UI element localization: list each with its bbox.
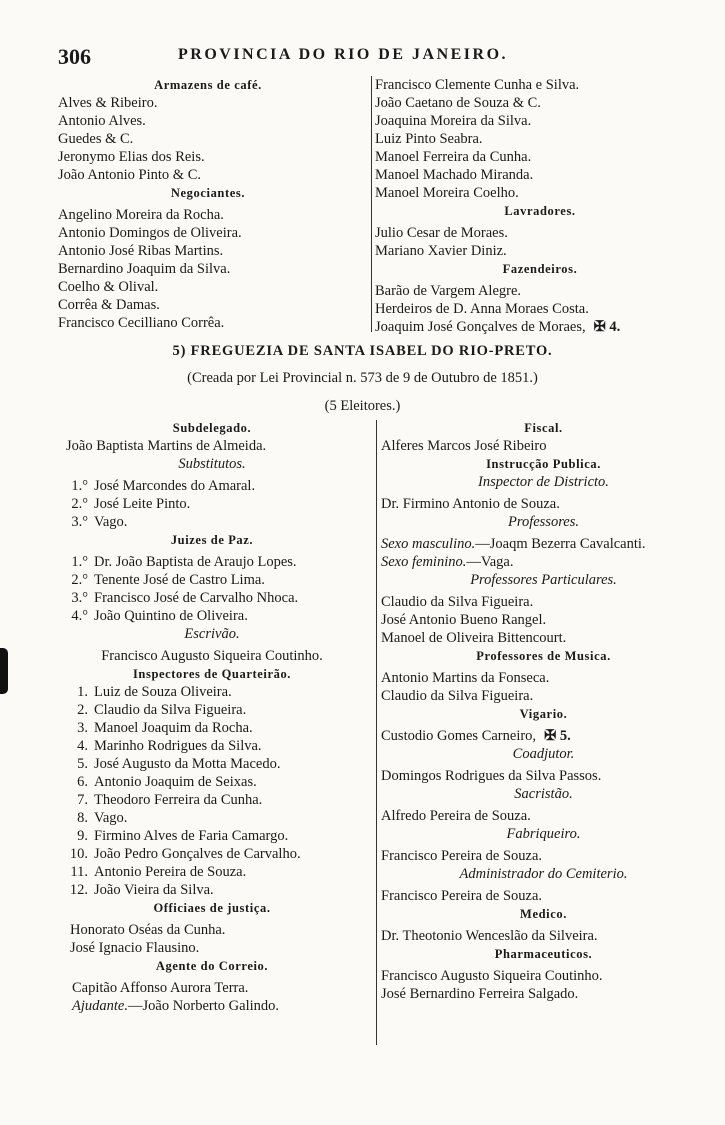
list-item: Julio Cesar de Moraes. (375, 225, 508, 241)
item-number: 2. (77, 702, 88, 718)
list-item: José Antonio Bueno Rangel. (381, 612, 547, 628)
list-item (62, 882, 362, 900)
item-number: 3.° (71, 590, 88, 606)
item-number: 7. (77, 792, 88, 808)
fabriqueiro-heading: Fabriqueiro. (506, 826, 581, 842)
list-item (62, 514, 362, 532)
item-number: 4. (77, 738, 88, 754)
fem-value: —Vaga. (466, 554, 514, 570)
item-number: 6. (77, 774, 88, 790)
upper-left-column (58, 76, 358, 332)
pharmaceuticos-heading: Pharmaceuticos. (494, 947, 593, 961)
list-item (62, 608, 362, 626)
item-name: Antonio Pereira de Souza. (94, 864, 247, 880)
item-name: Theodoro Ferreira da Cunha. (94, 792, 263, 808)
item-number: 3.° (71, 514, 88, 530)
fabriqueiro-name: Francisco Pereira de Souza. (381, 848, 543, 864)
lower-left-column (62, 420, 362, 1016)
list-item (62, 738, 362, 756)
list-item: Barão de Vargem Alegre. (375, 283, 522, 299)
item-number: 3. (77, 720, 88, 736)
cross-mark: ✠ 5. (544, 728, 571, 744)
list-item (62, 684, 362, 702)
item-name: Vago. (94, 810, 128, 826)
list-item: Claudio da Silva Figueira. (381, 594, 534, 610)
item-name: Luiz de Souza Oliveira. (94, 684, 232, 700)
item-name: Antonio Joaquim de Seixas. (94, 774, 257, 790)
list-item (62, 810, 362, 828)
list-item: Claudio da Silva Figueira. (381, 688, 534, 704)
musica-heading: Professores de Musica. (476, 649, 611, 663)
list-item (62, 496, 362, 514)
list-item: José Ignacio Flausino. (70, 940, 200, 956)
officiaes-heading: Officiaes de justiça. (153, 901, 271, 915)
item-name: Tenente José de Castro Lima. (94, 572, 265, 588)
masc-label: Sexo masculino. (381, 536, 476, 552)
professor-masc (381, 536, 706, 554)
list-item (62, 478, 362, 496)
list-item: Mariano Xavier Diniz. (375, 243, 507, 259)
lavradores-heading: Lavradores. (504, 204, 576, 218)
vigario-heading: Vigario. (519, 707, 568, 721)
masc-value: —Joaqm Bezerra Cavalcanti. (475, 536, 646, 552)
list-item: Joaquina Moreira da Silva. (375, 113, 532, 129)
item-number: 2.° (71, 496, 88, 512)
list-item: Coelho & Olival. (58, 279, 159, 295)
list-item (62, 792, 362, 810)
list-item (62, 590, 362, 608)
list-item: Jeronymo Elias dos Reis. (58, 149, 205, 165)
inspector-heading: Inspector de Districto. (478, 474, 609, 490)
inspectores-heading: Inspectores de Quarteirão. (132, 667, 292, 681)
item-number: 11. (70, 864, 88, 880)
list-item: Guedes & C. (58, 131, 134, 147)
escrivao-heading: Escrivão. (184, 626, 240, 642)
administrador-heading: Administrador do Cemiterio. (459, 866, 628, 882)
list-item: Antonio Domingos de Oliveira. (58, 225, 242, 241)
list-item: Manoel de Oliveira Bittencourt. (381, 630, 567, 646)
list-item (62, 554, 362, 572)
list-item: Angelino Moreira da Rocha. (58, 207, 224, 223)
running-head: PROVINCIA DO RIO DE JANEIRO. (178, 46, 509, 63)
inspector-name: Dr. Firmino Antonio de Souza. (381, 496, 560, 512)
list-item: Antonio Alves. (58, 113, 146, 129)
list-item: Manoel Moreira Coelho. (375, 185, 519, 201)
medico-heading: Medico. (520, 907, 567, 921)
list-item: Honorato Oséas da Cunha. (70, 922, 226, 938)
item-name: João Vieira da Silva. (94, 882, 214, 898)
list-item: Antonio Martins da Fonseca. (381, 670, 550, 686)
list-item: Francisco Cecilliano Corrêa. (58, 315, 225, 331)
list-item (62, 702, 362, 720)
list-item (62, 774, 362, 792)
item-number: 2.° (71, 572, 88, 588)
list-item (62, 572, 362, 590)
list-item: Bernardino Joaquim da Silva. (58, 261, 231, 277)
item-number: 9. (77, 828, 88, 844)
correio-agent: Capitão Affonso Aurora Terra. (72, 980, 249, 996)
correio-heading: Agente do Correio. (155, 959, 269, 973)
item-name: Claudio da Silva Figueira. (94, 702, 247, 718)
list-item (62, 828, 362, 846)
coadjutor-name: Domingos Rodrigues da Silva Passos. (381, 768, 602, 784)
ajudante-line (72, 998, 362, 1016)
page-number: 306 (58, 44, 91, 69)
item-name: João Quintino de Oliveira. (94, 608, 248, 624)
armazens-heading: Armazens de café. (154, 78, 262, 92)
particulares-heading: Professores Particulares. (470, 572, 617, 588)
column-rule (376, 420, 377, 1045)
list-item: Antonio José Ribas Martins. (58, 243, 224, 259)
section-creation: (Creada por Lei Provincial n. 573 de 9 de Outubro de 1851.) (187, 370, 538, 386)
substitutos-heading: Substitutos. (178, 456, 246, 472)
list-item: João Antonio Pinto & C. (58, 167, 202, 183)
negociantes-heading: Negociantes. (170, 186, 246, 200)
list-item (62, 720, 362, 738)
column-rule (371, 76, 372, 332)
administrador-name: Francisco Pereira de Souza. (381, 888, 543, 904)
item-number: 12. (69, 882, 88, 898)
fiscal-heading: Fiscal. (524, 421, 563, 435)
item-name: Vago. (94, 514, 128, 530)
item-number: 5. (77, 756, 88, 772)
item-name: Marinho Rodrigues da Silva. (94, 738, 262, 754)
juizes-heading: Juizes de Paz. (170, 533, 254, 547)
item-number: 10. (69, 846, 88, 862)
fiscal-name: Alferes Marcos José Ribeiro (381, 438, 547, 454)
item-name: José Marcondes do Amaral. (94, 478, 256, 494)
cross-mark: ✠ 4. (593, 319, 621, 335)
item-number: 1.° (71, 554, 88, 570)
list-item (62, 846, 362, 864)
item-number: 1. (77, 684, 88, 700)
list-item: João Caetano de Souza & C. (375, 95, 541, 111)
upper-right-column (375, 76, 705, 336)
item-name: José Augusto da Motta Macedo. (94, 756, 281, 772)
item-number: 8. (77, 810, 88, 826)
item-name: Firmino Alves de Faria Camargo. (94, 828, 289, 844)
list-item: Luiz Pinto Seabra. (375, 131, 483, 147)
professores-heading: Professores. (507, 514, 580, 530)
fem-label: Sexo feminino. (381, 554, 467, 570)
instrucao-heading: Instrucção Publica. (486, 457, 601, 471)
vigario-line (381, 728, 706, 746)
list-item (375, 318, 705, 336)
sacristao-heading: Sacristão. (514, 786, 573, 802)
list-item: Francisco Augusto Siqueira Coutinho. (381, 968, 603, 984)
professor-fem (381, 554, 706, 572)
item-number: 1.° (71, 478, 88, 494)
item-name: José Leite Pinto. (94, 496, 191, 512)
item-name: Dr. João Baptista de Araujo Lopes. (94, 554, 297, 570)
fazendeiros-heading: Fazendeiros. (502, 262, 578, 276)
list-item: Corrêa & Damas. (58, 297, 160, 313)
section-electors: (5 Eleitores.) (324, 398, 401, 414)
escrivao-name: Francisco Augusto Siqueira Coutinho. (101, 648, 323, 664)
ajudante-name: —João Norberto Galindo. (127, 998, 279, 1014)
list-item: Manoel Machado Miranda. (375, 167, 534, 183)
list-item: José Bernardino Ferreira Salgado. (381, 986, 579, 1002)
ink-blot (0, 648, 8, 694)
item-number: 4.° (71, 608, 88, 624)
list-item: Manoel Ferreira da Cunha. (375, 149, 532, 165)
list-item-text: Joaquim José Gonçalves de Moraes, (375, 319, 586, 335)
subdelegado-name: João Baptista Martins de Almeida. (66, 438, 267, 454)
list-item: Herdeiros de D. Anna Moraes Costa. (375, 301, 589, 317)
ajudante-label: Ajudante. (72, 998, 128, 1014)
sacristao-name: Alfredo Pereira de Souza. (381, 808, 531, 824)
list-item (62, 864, 362, 882)
lower-right-column (381, 420, 706, 1004)
item-name: João Pedro Gonçalves de Carvalho. (94, 846, 301, 862)
medico-name: Dr. Theotonio Wenceslão da Silveira. (381, 928, 598, 944)
section-title: 5) FREGUEZIA DE SANTA ISABEL DO RIO-PRETO. (172, 343, 553, 359)
list-item: Alves & Ribeiro. (58, 95, 158, 111)
coadjutor-heading: Coadjutor. (512, 746, 575, 762)
item-name: Francisco José de Carvalho Nhoca. (94, 590, 299, 606)
vigario-name: Custodio Gomes Carneiro, (381, 728, 537, 744)
item-name: Manoel Joaquim da Rocha. (94, 720, 253, 736)
list-item (62, 756, 362, 774)
list-item: Francisco Clemente Cunha e Silva. (375, 77, 580, 93)
subdelegado-heading: Subdelegado. (172, 421, 252, 435)
